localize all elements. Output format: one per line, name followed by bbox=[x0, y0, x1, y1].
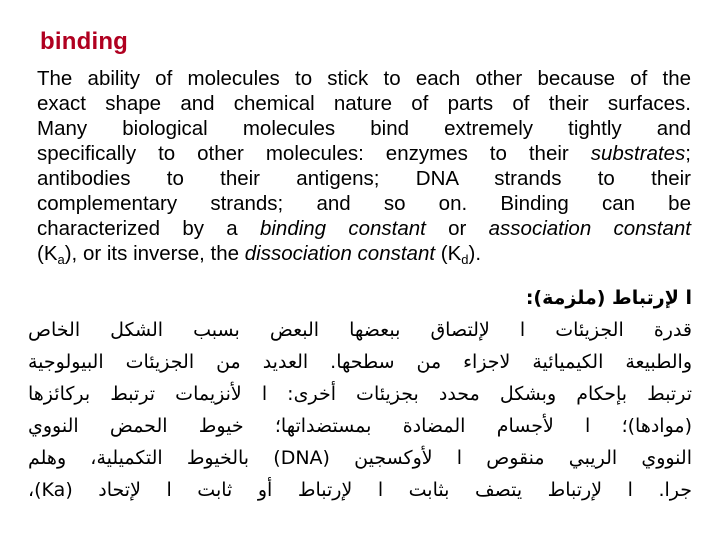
arabic-line-4: (موادها)؛ ا لأجسام المضادة بمستضداتها؛ خيوط الحمض النووي bbox=[28, 415, 692, 437]
arabic-line-5: النووي الريبي منقوص ا لأوكسجين (DNA) بالخيوط التكميلية، وهلم bbox=[28, 447, 692, 469]
definition-text: specifically to other molecules: enzymes to their bbox=[37, 142, 591, 165]
definition-text: (K bbox=[435, 242, 462, 265]
subscript-d: d bbox=[461, 252, 469, 267]
definition-line-4 bbox=[37, 142, 691, 167]
definition-line-6: complementary strands; and so on. Binding can be bbox=[37, 192, 691, 215]
arabic-heading: ا لإرتباط (ملزمة): bbox=[525, 287, 692, 309]
definition-text: characterized by a bbox=[37, 217, 260, 240]
arabic-line-6: جرا. ا لإرتباط يتصف بثابت ا لإرتباط أو ثابت ا لإتحاد (Ka)، bbox=[28, 479, 692, 501]
definition-line-1: The ability of molecules to stick to each other because of the bbox=[37, 67, 691, 90]
definition-text: ), or its inverse, the bbox=[64, 242, 245, 265]
definition-line-2: exact shape and chemical nature of parts of their surfaces. bbox=[37, 92, 691, 115]
term-substrates: substrates bbox=[590, 142, 686, 165]
definition-line-3: Many biological molecules bind extremely tightly and bbox=[37, 117, 691, 140]
term-title: binding bbox=[40, 28, 129, 55]
definition-text: ). bbox=[468, 242, 482, 265]
term-binding-constant: binding constant bbox=[259, 217, 426, 240]
definition-text: ; bbox=[685, 142, 691, 165]
definition-line-5: antibodies to their antigens; DNA strands to their bbox=[37, 167, 691, 190]
arabic-line-2: والطبيعة الكيميائية لاجزاء من سطحها. العديد من الجزيئات البيولوجية bbox=[28, 351, 692, 373]
definition-line-7 bbox=[37, 217, 691, 242]
arabic-line-3: ترتبط بإحكام وبشكل محدد بجزيئات أخرى: ا لأنزيمات ترتبط بركائزها bbox=[28, 383, 692, 405]
arabic-line-1: قدرة الجزيئات ا لإلتصاق ببعضها البعض بسبب الشكل الخاص bbox=[28, 319, 692, 341]
term-association-constant: association constant bbox=[488, 217, 691, 240]
definition-line-8 bbox=[37, 242, 691, 267]
term-dissociation-constant: dissociation constant bbox=[244, 242, 436, 265]
subscript-a: a bbox=[57, 252, 65, 267]
definition-text: (K bbox=[37, 242, 58, 265]
definition-text: or bbox=[425, 217, 489, 240]
